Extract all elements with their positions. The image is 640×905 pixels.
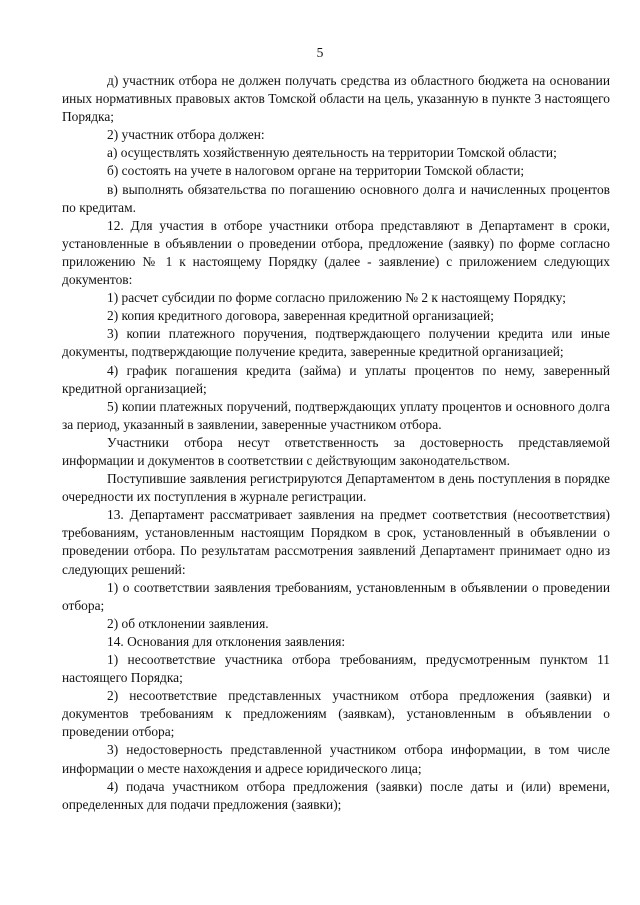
paragraph-requirement-2: 2) участник отбора должен: [107,127,265,143]
paragraph-document-2: 2) копия кредитного договора, заверенная кредитной организацией; [107,308,494,324]
paragraph-clause-12: 12. Для участия в отборе участники отбора представляют в Департамент в сроки, установленные в объявлении о проведении отбора, предложение (заявку) по форме согласно приложению № 1 к настоящему Порядку (далее - заявление) с приложением следующих документов: [62,217,610,288]
paragraph-registration: Поступившие заявления регистрируются Департаментом в день поступления в порядке очередности их поступления в журнале регистрации. [62,471,610,505]
paragraph-decision-1: 1) о соответствии заявления требованиям, установленным в объявлении о проведении отбора; [62,579,610,613]
paragraph-decision-2: 2) об отклонении заявления. [107,615,269,631]
paragraph-requirement-2a: а) осуществлять хозяйственную деятельность на территории Томской области; [107,145,557,161]
page-number: 5 [316,45,324,60]
paragraph-rejection-3: 3) недостоверность представленной участником отбора информации, в том числе информации о месте нахождения и адресе юридического лица; [62,742,610,776]
paragraph-document-5: 5) копии платежных поручений, подтверждающих уплату процентов и основного долга за период, указанный в заявлении, заверенные участником отбора. [62,398,610,432]
paragraph-clause-14: 14. Основания для отклонения заявления: [107,633,346,649]
paragraph-rejection-2: 2) несоответствие представленных участником отбора предложения (заявки) и документов требованиям к предложениям (заявкам), установленным в объявлении о проведении отбора; [62,688,610,740]
paragraph-document-4: 4) график погашения кредита (займа) и уплаты процентов по нему, заверенный кредитной организацией; [62,362,610,396]
paragraph-responsibility: Участники отбора несут ответственность за достоверность представляемой информации и документов в соответствии с действующим законодательством. [62,434,610,468]
paragraph-document-3: 3) копии платежного поручения, подтверждающего получении кредита или иные документы, подтверждающие получение кредита, заверенные кредитной организацией; [62,326,610,360]
paragraph-clause-13: 13. Департамент рассматривает заявления на предмет соответствия (несоответствия) требованиям, установленным настоящим Порядком в срок, установленный в объявлении о проведении отбора. По результатам рассмотрения заявлений Департамент принимает одно из следующих решений: [62,507,610,577]
paragraph-requirement-2b: б) состоять на учете в налоговом органе на территории Томской области; [107,163,525,179]
paragraph-eligibility-d: д) участник отбора не должен получать средства из областного бюджета на основании иных нормативных правовых актов Томской области на цель, указанную в пункте 3 настоящего Порядка; [62,73,610,125]
paragraph-rejection-4: 4) подача участником отбора предложения (заявки) после даты и (или) времени, определенных для подачи предложения (заявки); [62,778,610,812]
paragraph-document-1: 1) расчет субсидии по форме согласно приложению № 2 к настоящему Порядку; [107,290,566,306]
document-body [62,72,610,814]
paragraph-requirement-2c: в) выполнять обязательства по погашению основного долга и начисленных процентов по кредитам. [62,181,610,215]
paragraph-rejection-1: 1) несоответствие участника отбора требованиям, предусмотренным пунктом 11 настоящего Порядка; [62,652,610,686]
